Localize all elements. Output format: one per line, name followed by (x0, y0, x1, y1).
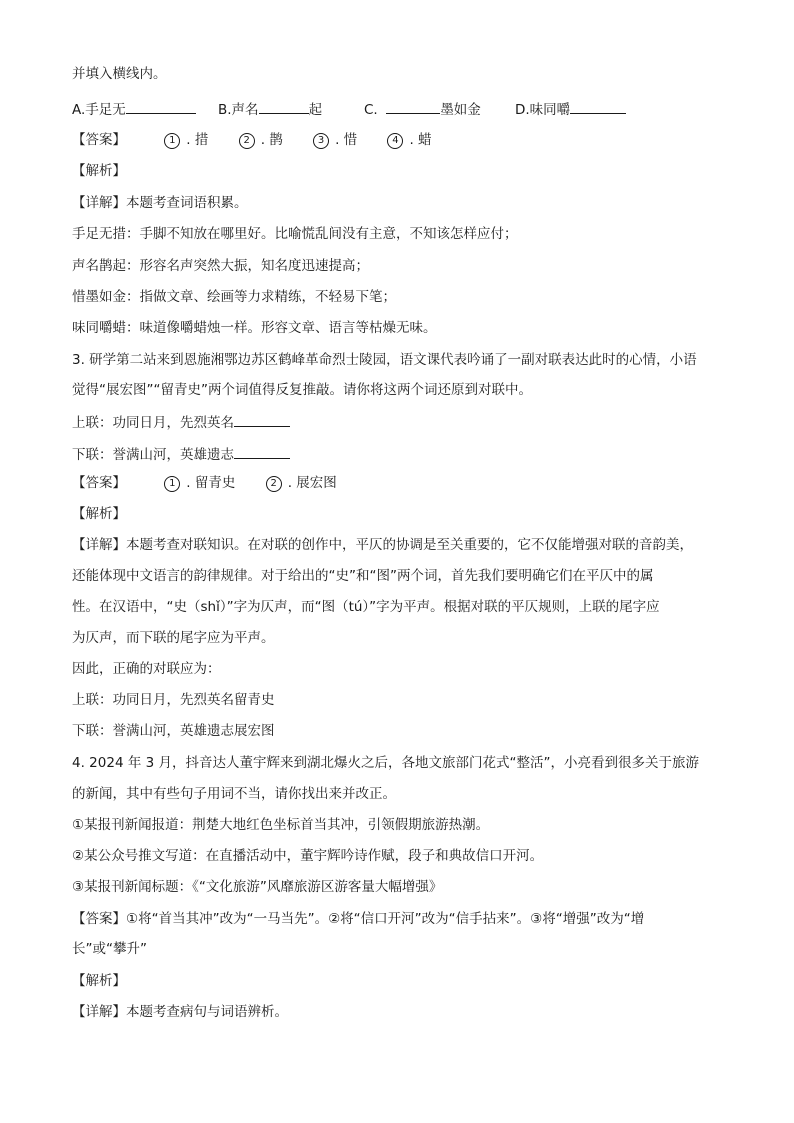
circled-number: 3 (313, 133, 329, 149)
option-b (218, 98, 322, 120)
q4-item: ③某报刊新闻标题：《“文化旅游”风靡旅游区游客量大幅增强》 (72, 879, 443, 895)
answer-tag: 【答案】 (72, 475, 126, 491)
answer-item (387, 132, 431, 148)
answer-tag: 【答案】 (72, 132, 126, 148)
option-c-text: C. (364, 102, 378, 118)
option-d-text: D.味同嚼 (515, 102, 571, 118)
q3-answer (72, 473, 337, 493)
answer-text: . 展宏图 (287, 475, 337, 491)
option-c-suffix: 墨如金 (440, 102, 481, 118)
q2-intro-tail: 并填入横线内。 (72, 66, 167, 82)
q4-item: ②某公众号推文写道：在直播活动中，董宇辉吟诗作赋，段子和典故信口开河。 (72, 848, 544, 864)
q3-therefore: 因此，正确的对联应为： (72, 661, 221, 677)
option-b-blank (259, 98, 309, 114)
q4-item: ①某报刊新闻报道：荆楚大地红色坐标首当其冲，引领假期旅游热潮。 (72, 817, 490, 833)
circled-number: 2 (239, 133, 255, 149)
q3-upper-couplet (72, 411, 290, 433)
circled-number: 2 (266, 476, 282, 492)
circled-number: 1 (164, 133, 180, 149)
answer-text: . 蜡 (409, 132, 432, 148)
q3-detail-line: 性。在汉语中，“史（shǐ）”字为仄声，而“图（tú）”字为平声。根据对联的平仄规则，上联的尾字应 (72, 599, 660, 615)
answer-text: . 措 (186, 132, 209, 148)
q2-answer (72, 130, 432, 150)
option-a-blank (126, 98, 196, 114)
answer-item (164, 132, 208, 148)
q2-detail: 【详解】本题考查词语积累。 (72, 195, 248, 211)
q3-detail-line: 【详解】本题考查对联知识。在对联的创作中，平仄的协调是至关重要的，它不仅能增强对联的音韵美， (72, 537, 693, 553)
answer-item (313, 132, 357, 148)
q2-explanation: 手足无措：手脚不知放在哪里好。比喻慌乱间没有主意，不知该怎样应付； (72, 226, 518, 242)
answer-item (239, 132, 283, 148)
answer-text: . 留青史 (186, 475, 236, 491)
option-c-blank (386, 98, 440, 114)
q3-stem-line: 3. 研学第二站来到恩施湘鄂边苏区鹤峰革命烈士陵园，语文课代表吟诵了一副对联表达此时的心情，小语 (72, 352, 697, 368)
option-a-text: A.手足无 (72, 102, 126, 118)
q2-explanation: 味同嚼蜡：味道像嚼蜡烛一样。形容文章、语言等枯燥无味。 (72, 320, 437, 336)
answer-item (266, 475, 337, 491)
q3-stem-line: 觉得“展宏图”“留青史”两个词值得反复推敲。请你将这两个词还原到对联中。 (72, 382, 532, 398)
answer-text: . 惜 (335, 132, 358, 148)
q3-detail-line: 为仄声，而下联的尾字应为平声。 (72, 630, 275, 646)
q4-answer-line: 【答案】①将“首当其冲”改为“一马当先”。②将“信口开河”改为“信手拈来”。③将“增强”改为“增 (72, 911, 645, 927)
q2-analysis-tag: 【解析】 (72, 163, 126, 179)
q2-explanation: 惜墨如金：指做文章、绘画等力求精练，不轻易下笔； (72, 289, 396, 305)
q4-answer-line: 长”或“攀升” (72, 941, 147, 957)
answer-item (164, 475, 235, 491)
upper-couplet-text: 上联：功同日月，先烈英名 (72, 415, 234, 431)
option-b-text: B.声名 (218, 102, 259, 118)
option-c (364, 98, 481, 120)
q3-lower-couplet (72, 443, 290, 465)
answer-text: . 鹊 (260, 132, 283, 148)
option-d (515, 98, 626, 120)
option-d-blank (570, 98, 626, 114)
option-a (72, 98, 196, 120)
lower-couplet-blank (234, 443, 290, 459)
q4-stem-line: 的新闻，其中有些句子用词不当，请你找出来并改正。 (72, 786, 396, 802)
q4-stem-line: 4. 2024 年 3 月，抖音达人董宇辉来到湖北爆火之后，各地文旅部门花式“整活”，小亮看到很多关于旅游 (72, 755, 699, 771)
q2-explanation: 声名鹊起：形容名声突然大振，知名度迅速提高； (72, 258, 369, 274)
q3-final-upper: 上联：功同日月，先烈英名留青史 (72, 692, 275, 708)
circled-number: 4 (387, 133, 403, 149)
lower-couplet-text: 下联：誉满山河，英雄遗志 (72, 447, 234, 463)
q3-analysis-tag: 【解析】 (72, 506, 126, 522)
q3-final-lower: 下联：誉满山河，英雄遗志展宏图 (72, 723, 275, 739)
circled-number: 1 (164, 476, 180, 492)
q3-detail-line: 还能体现中文语言的韵律规律。对于给出的“史”和“图”两个词，首先我们要明确它们在平仄中的属 (72, 568, 654, 584)
q4-analysis-tag: 【解析】 (72, 973, 126, 989)
upper-couplet-blank (234, 411, 290, 427)
q4-detail: 【详解】本题考查病句与词语辨析。 (72, 1004, 288, 1020)
option-b-suffix: 起 (308, 102, 323, 118)
